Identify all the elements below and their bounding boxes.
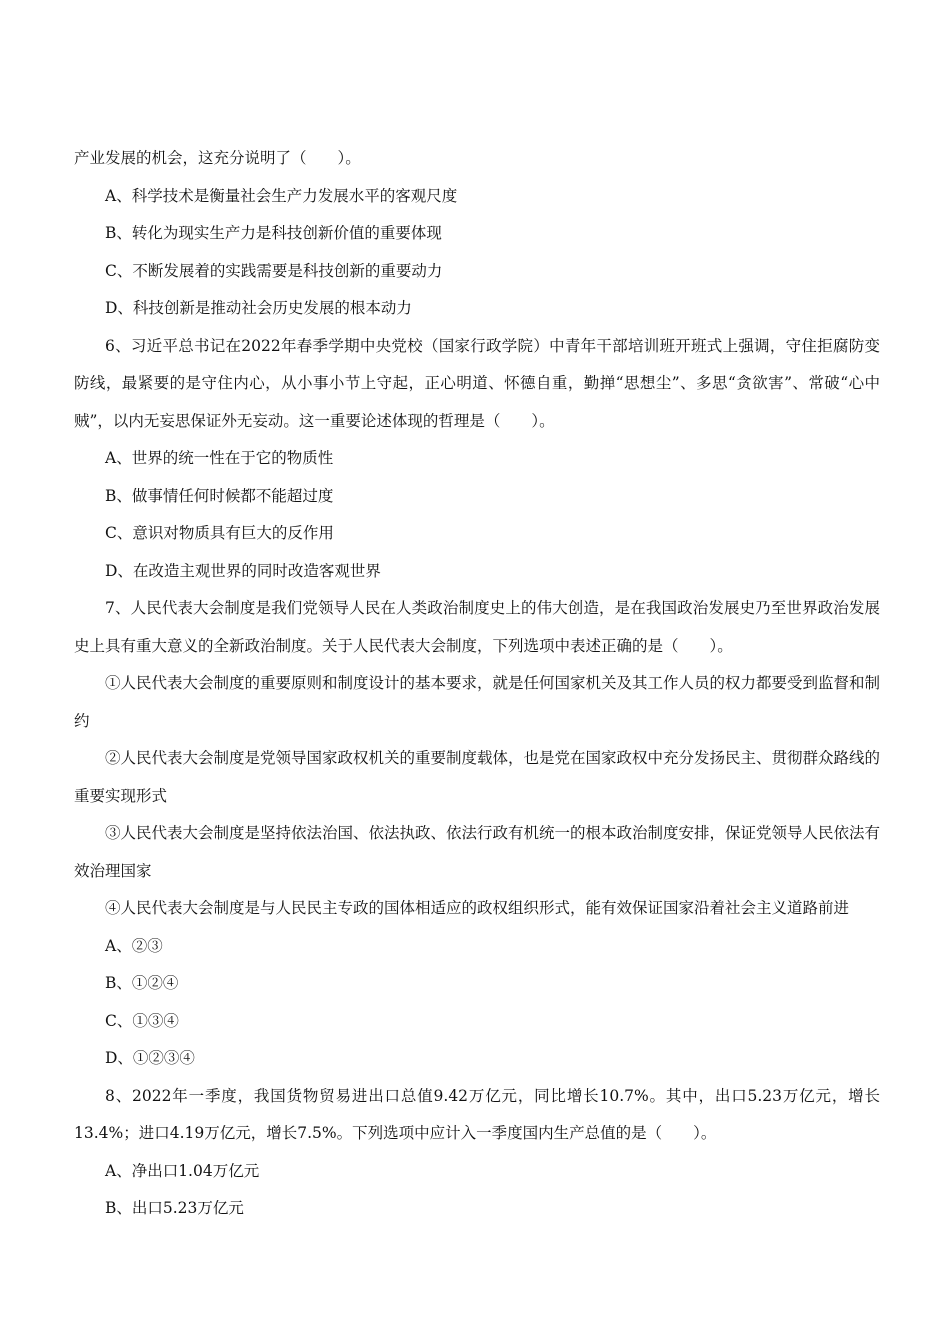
q8-option-b: B、出口5.23万亿元 bbox=[105, 1199, 244, 1217]
q7-option-c: C、①③④ bbox=[105, 1011, 179, 1030]
q5-option-d: D、科技创新是推动社会历史发展的根本动力 bbox=[105, 299, 412, 317]
q7-statement-2: ②人民代表大会制度是党领导国家政权机关的重要制度载体，也是党在国家政权中充分发扬民主、贯彻群众路线的重要实现形式 bbox=[74, 749, 881, 805]
q7-statement-4: ④人民代表大会制度是与人民民主专政的国体相适应的政权组织形式，能有效保证国家沿着社会主义道路前进 bbox=[105, 899, 850, 917]
q6-option-b: B、做事情任何时候都不能超过度 bbox=[105, 486, 334, 505]
q5-option-c: C、不断发展着的实践需要是科技创新的重要动力 bbox=[105, 261, 443, 280]
q6-option-d: D、在改造主观世界的同时改造客观世界 bbox=[105, 561, 381, 580]
q7-stem: 7、人民代表大会制度是我们党领导人民在人类政治制度史上的伟大创造，是在我国政治发展史乃至世界政治发展史上具有重大意义的全新政治制度。关于人民代表大会制度，下列选项中表述正确的是（ ）。 bbox=[74, 599, 880, 655]
q8-stem: 8、2022年一季度，我国货物贸易进出口总值9.42万亿元，同比增长10.7%。其中，出口5.23万亿元，增长13.4%；进口4.19万亿元，增长7.5%。下列选项中应计入一季度国内生产总值的是（ ）。 bbox=[74, 1086, 880, 1142]
q6-option-a: A、世界的统一性在于它的物质性 bbox=[105, 449, 334, 467]
q5-stem-tail: 产业发展的机会，这充分说明了（ ）。 bbox=[74, 149, 361, 167]
q6-option-c: C、意识对物质具有巨大的反作用 bbox=[105, 524, 334, 542]
question-content bbox=[74, 140, 880, 1228]
q7-statement-3: ③人民代表大会制度是坚持依法治国、依法执政、依法行政有机统一的根本政治制度安排，保证党领导人民依法有效治理国家 bbox=[74, 824, 881, 880]
q8-option-a: A、净出口1.04万亿元 bbox=[105, 1161, 260, 1180]
q7-option-d: D、①②③④ bbox=[105, 1049, 195, 1067]
q5-option-a: A、科学技术是衡量社会生产力发展水平的客观尺度 bbox=[105, 186, 458, 205]
q7-option-a: A、②③ bbox=[105, 936, 163, 955]
q7-statement-1: ①人民代表大会制度的重要原则和制度设计的基本要求，就是任何国家机关及其工作人员的权力都要受到监督和制约 bbox=[74, 674, 881, 730]
q5-option-b: B、转化为现实生产力是科技创新价值的重要体现 bbox=[105, 224, 442, 242]
q6-stem: 6、习近平总书记在2022年春季学期中央党校（国家行政学院）中青年干部培训班开班式上强调，守住拒腐防变防线，最紧要的是守住内心，从小事小节上守起，正心明道、怀德自重，勤掸“思想尘”、多思“贪欲害”、常破“心中贼”，以内无妄思保证外无妄动。这一重要论述体现的哲理是（ ）。 bbox=[74, 336, 880, 430]
q7-option-b: B、①②④ bbox=[105, 974, 179, 992]
